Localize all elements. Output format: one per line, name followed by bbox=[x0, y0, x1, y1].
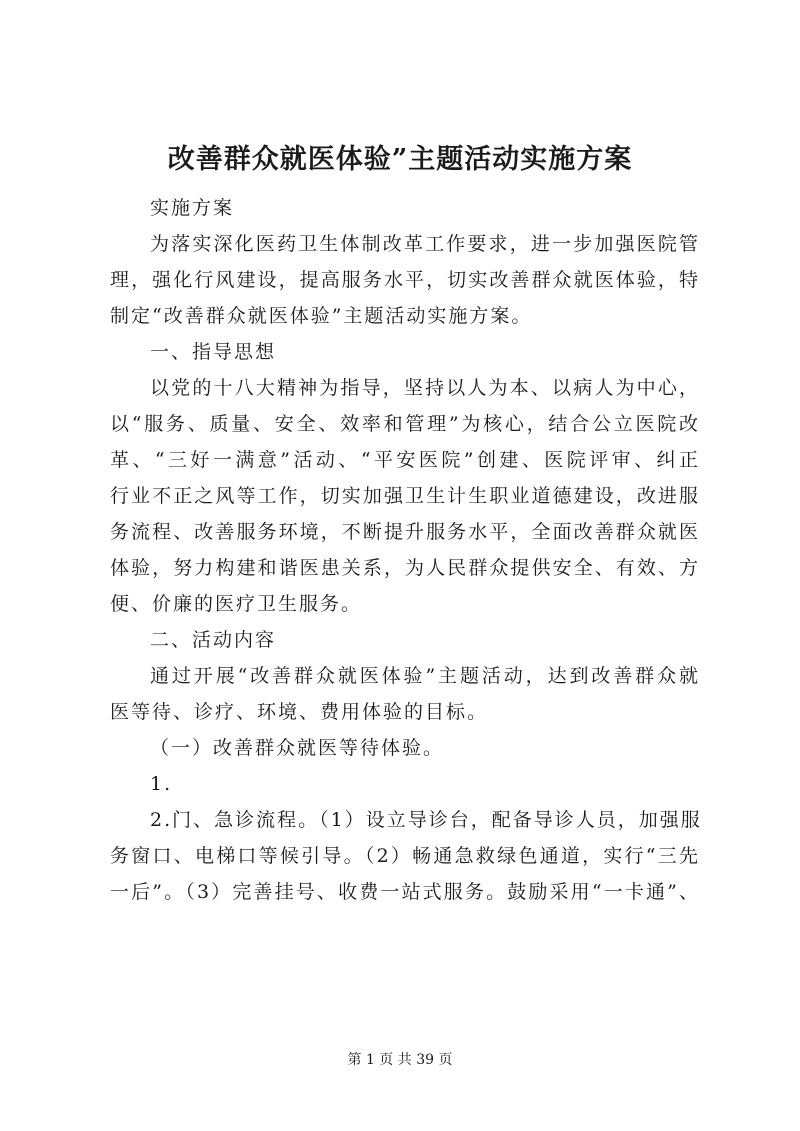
text-line: 制定“改善群众就医体验”主题活动实施方案。 bbox=[110, 305, 533, 327]
text-line: 医等待、诊疗、环境、费用体验的目标。 bbox=[110, 701, 489, 723]
text-line: 实施方案 bbox=[150, 197, 235, 219]
text-line: 革、“三好一满意”活动、“平安医院”创建、医院评审、纠正 bbox=[110, 449, 700, 471]
text-line: 体验，努力构建和谐医患关系，为人民群众提供安全、有效、方 bbox=[110, 557, 700, 579]
text-line: 通过开展“改善群众就医体验”主题活动，达到改善群众就 bbox=[150, 665, 700, 687]
text-line: 务窗口、电梯口等候引导。（2）畅通急救绿色通道，实行“三先 bbox=[110, 845, 700, 867]
text-line: 行业不正之风等工作，切实加强卫生计生职业道德建设，改进服 bbox=[110, 485, 700, 507]
page-footer: 第 1 页 共 39 页 bbox=[347, 1052, 453, 1068]
text-line: 以“服务、质量、安全、效率和管理”为核心，结合公立医院改 bbox=[110, 413, 700, 435]
text-line: （一）改善群众就医等待体验。 bbox=[150, 737, 445, 759]
text-line: 二、活动内容 bbox=[150, 629, 277, 651]
text-line: 一后”。（3）完善挂号、收费一站式服务。鼓励采用“一卡通”、 bbox=[110, 881, 700, 903]
text-line: 便、价廉的医疗卫生服务。 bbox=[110, 593, 363, 615]
text-line: 为落实深化医药卫生体制改革工作要求，进一步加强医院管 bbox=[150, 233, 700, 255]
text-line: 以党的十八大精神为指导，坚持以人为本、以病人为中心， bbox=[150, 377, 700, 399]
text-line: 一、指导思想 bbox=[150, 341, 277, 363]
text-line: 1. bbox=[150, 773, 173, 795]
document-title: 改善群众就医体验”主题活动实施方案 bbox=[167, 144, 633, 175]
text-line: 2.门、急诊流程。（1）设立导诊台，配备导诊人员，加强服 bbox=[150, 809, 702, 831]
text-line: 务流程、改善服务环境，不断提升服务水平，全面改善群众就医 bbox=[110, 521, 700, 543]
document-body bbox=[110, 190, 700, 910]
text-line: 理，强化行风建设，提高服务水平，切实改善群众就医体验，特 bbox=[110, 269, 700, 291]
